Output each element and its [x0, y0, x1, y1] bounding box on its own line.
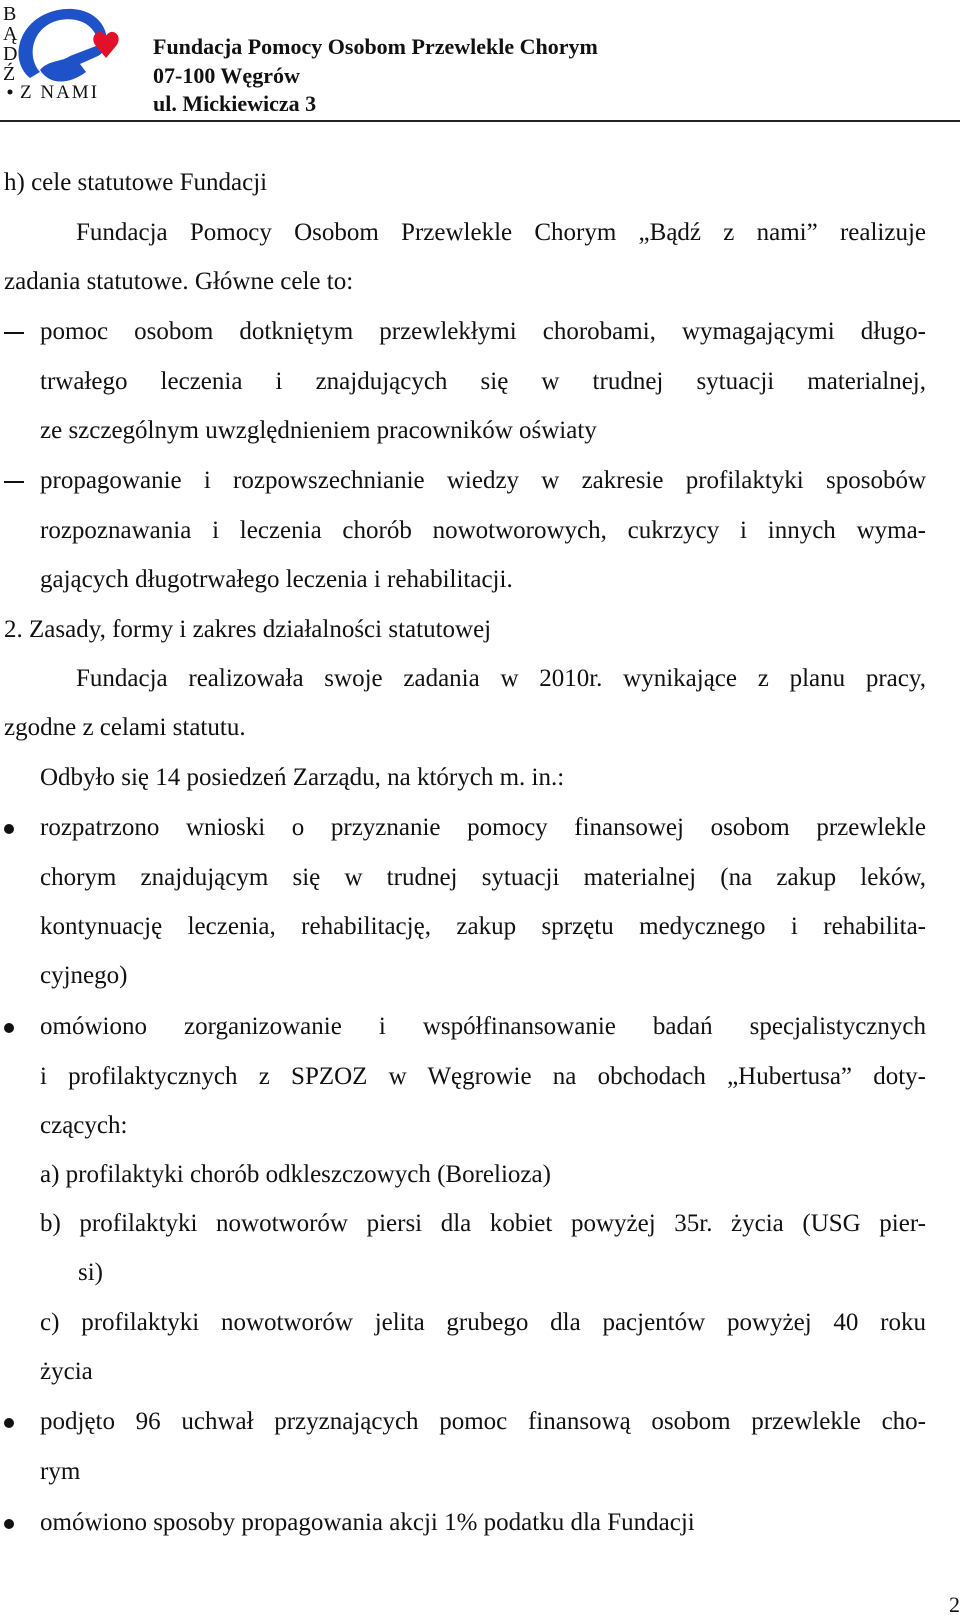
header-rule	[0, 120, 960, 122]
letterhead	[0, 0, 960, 122]
section-2-p2: Odbyło się 14 posiedzeń Zarządu, na których m. in.:	[40, 764, 565, 791]
bullet-1-line-1: rozpatrzono wnioski o przyznanie pomocy finansowej osobom przewlekle	[40, 814, 926, 841]
logo-letter-z: Ź	[3, 63, 16, 85]
bullet-2-line-3: czących:	[40, 1112, 128, 1139]
goal-2-line-1: propagowanie i rozpowszechnianie wiedzy w zakresie profilaktyki sposobów	[40, 467, 926, 494]
goal-2-line-2: rozpoznawania i leczenia chorób nowotworowych, cukrzycy i innych wyma-	[40, 517, 926, 544]
sub-item-a: a) profilaktyki chorób odkleszczowych (Borelioza)	[40, 1161, 551, 1188]
sub-item-b-line-1: b) profilaktyki nowotworów piersi dla kobiet powyżej 35r. życia (USG pier-	[40, 1210, 926, 1237]
org-name: Fundacja Pomocy Osobom Przewlekle Chorym	[153, 34, 598, 59]
goal-2-line-3: gających długotrwałego leczenia i rehabilitacji.	[40, 566, 513, 593]
org-city: 07-100 Węgrów	[153, 62, 300, 88]
section-h-heading: h) cele statutowe Fundacji	[4, 169, 268, 196]
round-bullet-icon	[4, 1418, 14, 1428]
goal-1-line-2: trwałego leczenia i znajdujących się w trudnej sytuacji materialnej,	[40, 368, 926, 395]
bullet-1-line-4: cyjnego)	[40, 962, 128, 989]
logo-letter-d: D	[3, 43, 18, 65]
intro-line-1: Fundacja Pomocy Osobom Przewlekle Chorym „Bądź z nami” realizuje	[76, 219, 926, 246]
logo-text: Z NAMI	[20, 82, 100, 103]
section-2-p1-line-1: Fundacja realizowała swoje zadania w 2010r. wynikające z planu pracy,	[76, 665, 926, 692]
goal-1-line-1: pomoc osobom dotkniętym przewlekłymi chorobami, wymagającymi długo-	[40, 318, 926, 345]
logo-letter-b: B	[3, 3, 17, 25]
intro-line-2: zadania statutowe. Główne cele to:	[4, 268, 354, 295]
sub-item-c-line-1: c) profilaktyki nowotworów jelita grubego dla pacjentów powyżej 40 roku	[40, 1309, 926, 1336]
organization-address	[153, 33, 598, 119]
hand-heart-logo-icon	[0, 0, 125, 105]
bullet-4: omówiono sposoby propagowania akcji 1% podatku dla Fundacji	[40, 1509, 695, 1536]
dash-bullet-icon	[4, 481, 24, 483]
bullet-2-line-2: i profilaktycznych z SPZOZ w Węgrowie na obchodach „Hubertusa” doty-	[40, 1063, 926, 1090]
dash-bullet-icon	[4, 332, 24, 334]
bullet-1-line-2: chorym znajdującym się w trudnej sytuacji materialnej (na zakup leków,	[40, 864, 926, 891]
bullet-1-line-3: kontynuację leczenia, rehabilitację, zakup sprzętu medycznego i rehabilita-	[40, 913, 926, 940]
org-street: ul. Mickiewicza 3	[153, 91, 317, 116]
section-2-p1-line-2: zgodne z celami statutu.	[4, 714, 246, 741]
round-bullet-icon	[4, 824, 14, 834]
page-number: 2	[949, 1592, 960, 1617]
sub-item-c-line-2: życia	[40, 1358, 93, 1385]
round-bullet-icon	[4, 1023, 14, 1033]
round-bullet-icon	[4, 1519, 14, 1529]
section-2-heading: 2. Zasady, formy i zakres działalności statutowej	[4, 616, 492, 643]
bullet-2-line-1: omówiono zorganizowanie i współfinansowanie badań specjalistycznych	[40, 1013, 926, 1040]
sub-item-b-line-2: si)	[78, 1259, 103, 1286]
goal-1-line-3: ze szczególnym uwzględnieniem pracowników oświaty	[40, 417, 597, 444]
bullet-3-line-1: podjęto 96 uchwał przyznających pomoc finansową osobom przewlekle cho-	[40, 1408, 926, 1435]
bullet-3-line-2: rym	[40, 1458, 81, 1485]
logo-letter-a: Ą	[3, 23, 18, 45]
